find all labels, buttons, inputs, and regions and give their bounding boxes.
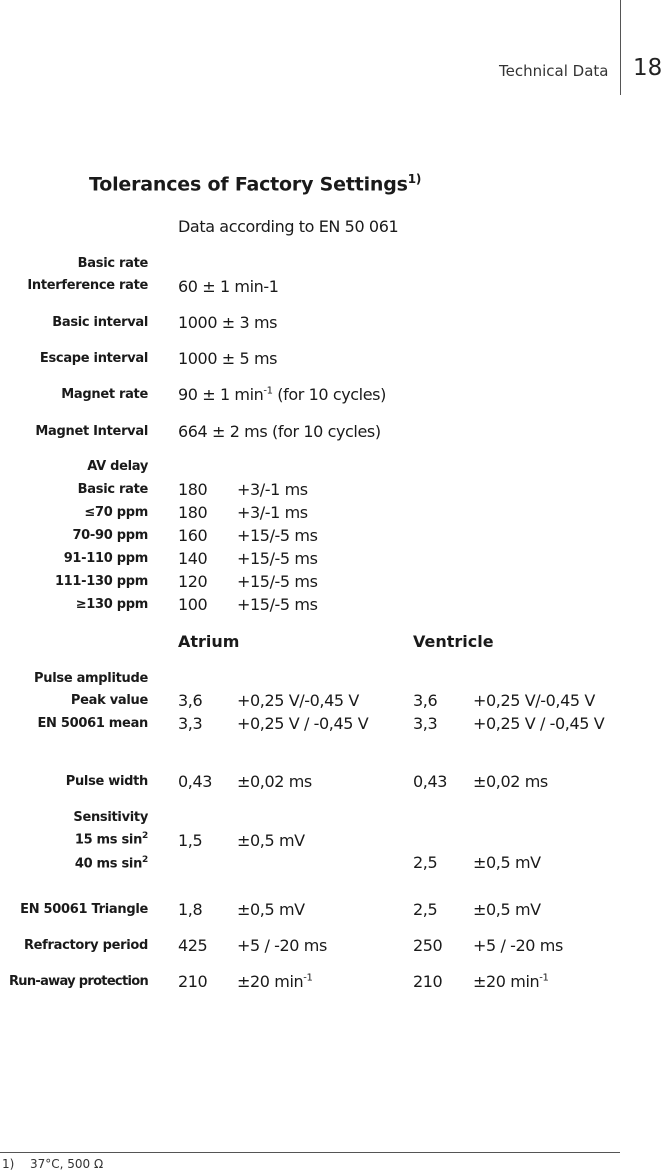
atrium-tolerance: +0,25 V / -0,45 V [237, 714, 369, 733]
label-basic-interval: Basic interval [52, 315, 148, 330]
atrium-value: 1,5 [178, 831, 203, 850]
label-en-triangle: EN 50061 Triangle [20, 902, 148, 917]
label-interference-rate: Interference rate [27, 278, 148, 293]
label-runaway-protection: Run-away protection [8, 974, 148, 989]
ventricle-tolerance: +0,25 V / -0,45 V [473, 714, 605, 733]
value-interference-rate: 60 ± 1 min-1 [178, 277, 279, 296]
atrium-value: 3,6 [178, 691, 203, 710]
label-magnet-interval: Magnet Interval [35, 424, 148, 439]
label-pulse-width: Pulse width [65, 774, 148, 789]
av-row-label: 91-110 ppm [63, 551, 148, 566]
ventricle-value: 3,3 [413, 714, 438, 733]
ventricle-value: 3,6 [413, 691, 438, 710]
ventricle-tolerance: ±0,5 mV [473, 900, 541, 919]
ventricle-tolerance: ±0,5 mV [473, 853, 541, 872]
av-row-label: ≤70 ppm [84, 505, 148, 520]
value-escape-interval: 1000 ± 5 ms [178, 349, 278, 368]
atrium-tolerance: ±0,5 mV [237, 831, 305, 850]
label-peak-value: Peak value [70, 693, 148, 708]
label-escape-interval: Escape interval [39, 351, 148, 366]
label-sens-15ms: 15 ms $\sin^2$ [74, 831, 148, 848]
label-sens-40ms: 40 ms $\sin^2$ [74, 855, 148, 872]
av-row-label: 111-130 ppm [54, 574, 148, 589]
av-row-value: 160 [178, 526, 208, 545]
atrium-value: 1,8 [178, 900, 203, 919]
atrium-tolerance: +5 / -20 ms [237, 936, 327, 955]
label-sensitivity: Sensitivity [73, 810, 148, 825]
value-basic-interval: 1000 ± 3 ms [178, 313, 278, 332]
subtitle: Data according to EN 50 061 [178, 217, 399, 236]
av-row-value: 180 [178, 503, 208, 522]
ventricle-tolerance: +5 / -20 ms [473, 936, 563, 955]
section-title: Technical Data [499, 62, 609, 80]
ventricle-value: 0,43 [413, 772, 448, 791]
value-magnet-interval: 664 ± 2 ms (for 10 cycles) [178, 422, 381, 441]
label-basic-rate: Basic rate [77, 256, 148, 271]
label-av-delay: AV delay [87, 459, 148, 474]
label-pulse-amplitude: Pulse amplitude [34, 671, 148, 686]
column-header-atrium: Atrium [178, 632, 240, 651]
ventricle-value: 210 [413, 972, 443, 991]
atrium-tolerance: +0,25 V/-0,45 V [237, 691, 359, 710]
atrium-tolerance: ±0,5 mV [237, 900, 305, 919]
atrium-tolerance: ±0,02 ms [237, 772, 312, 791]
av-row-value: 180 [178, 480, 208, 499]
av-row-tolerance: +3/-1 ms [237, 480, 308, 499]
atrium-tolerance: ±20 $\min^{-1}$ [237, 972, 313, 991]
page-title: Tolerances of Factory Settings$^{1)}$ [89, 172, 422, 196]
atrium-value: 425 [178, 936, 208, 955]
av-row-tolerance: +15/-5 ms [237, 526, 318, 545]
footnote-divider [0, 1152, 620, 1153]
av-row-tolerance: +15/-5 ms [237, 549, 318, 568]
av-row-tolerance: +15/-5 ms [237, 595, 318, 614]
atrium-value: 210 [178, 972, 208, 991]
av-row-label: ≥130 ppm [75, 597, 148, 612]
column-header-ventricle: Ventricle [413, 632, 494, 651]
av-row-label: 70-90 ppm [72, 528, 148, 543]
label-en-mean: EN 50061 mean [37, 716, 148, 731]
label-refractory-period: Refractory period [23, 938, 148, 953]
av-row-tolerance: +15/-5 ms [237, 572, 318, 591]
ventricle-tolerance: ±20 $\min^{-1}$ [473, 972, 549, 991]
av-row-value: 120 [178, 572, 208, 591]
footnote-text: 37°C, 500 Ω [30, 1157, 104, 1171]
av-row-label: Basic rate [77, 482, 148, 497]
ventricle-value: 2,5 [413, 900, 438, 919]
footnote-mark: 1) [2, 1157, 15, 1171]
header-divider [620, 0, 621, 95]
label-magnet-rate: Magnet rate [61, 387, 148, 402]
title-footnote-mark: 1) [407, 172, 422, 186]
ventricle-value: 250 [413, 936, 443, 955]
ventricle-tolerance: ±0,02 ms [473, 772, 548, 791]
av-row-value: 140 [178, 549, 208, 568]
atrium-value: 0,43 [178, 772, 213, 791]
ventricle-tolerance: +0,25 V/-0,45 V [473, 691, 595, 710]
ventricle-value: 2,5 [413, 853, 438, 872]
atrium-value: 3,3 [178, 714, 203, 733]
av-row-tolerance: +3/-1 ms [237, 503, 308, 522]
av-row-value: 100 [178, 595, 208, 614]
page-number: 18 [633, 55, 662, 81]
value-magnet-rate: 90 ± 1 $\min^{-1} (for$ 10 cycles) [178, 385, 386, 404]
